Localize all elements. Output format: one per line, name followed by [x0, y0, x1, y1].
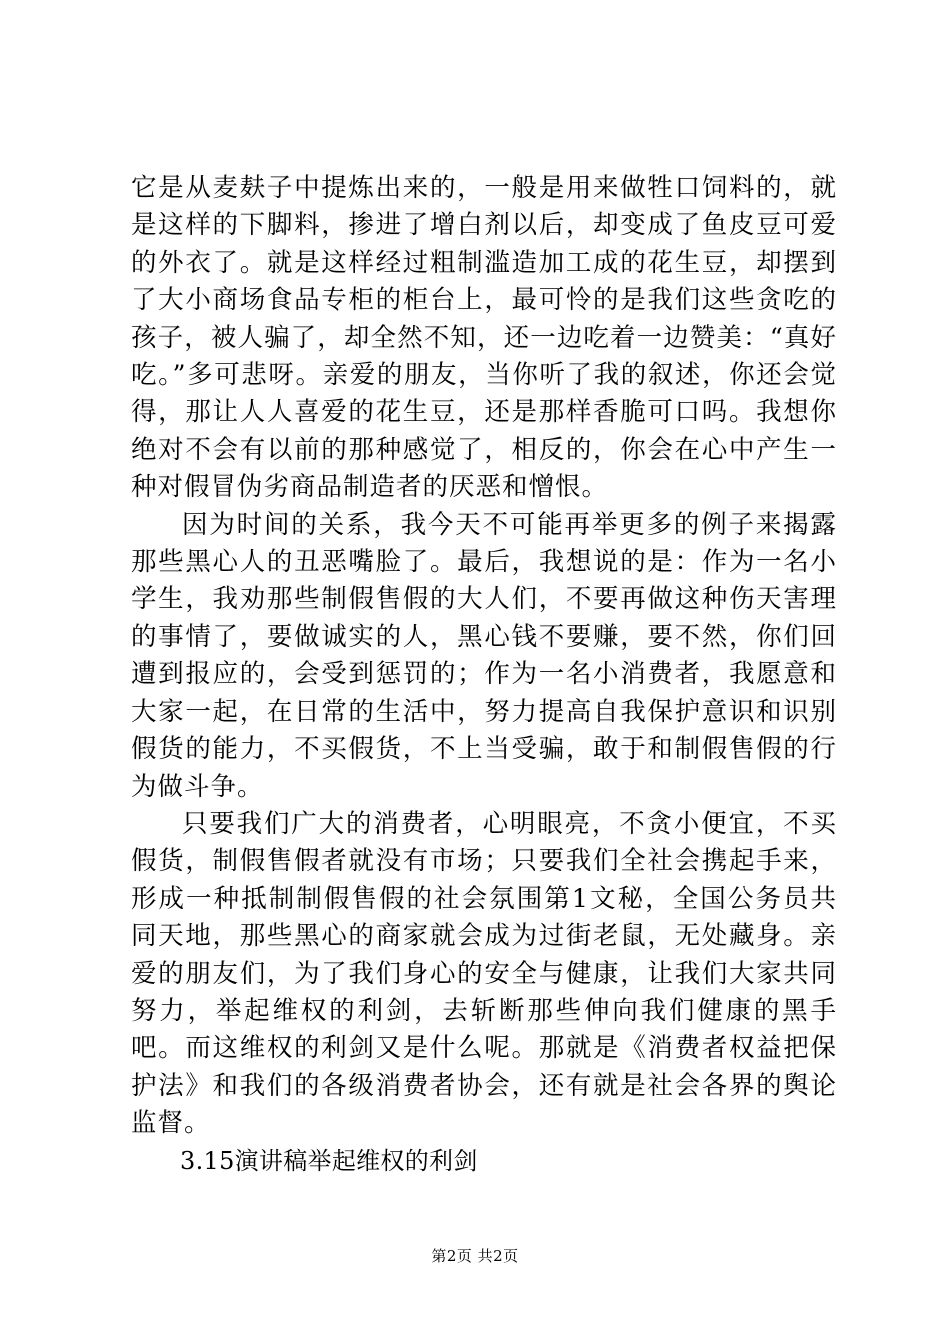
- paragraph-2: 因为时间的关系，我今天不可能再举更多的例子来揭露那些黑心人的丑恶嘴脸了。最后，我想说的是：作为一名小学生，我劝那些制假售假的大人们，不要再做这种伤天害理的事情了，要做诚实的人，黑心钱不要赚，要不然，你们回遭到报应的，会受到惩罚的；作为一名小消费者，我愿意和大家一起，在日常的生活中，努力提高自我保护意识和识别假货的能力，不买假货，不上当受骗，敢于和制假售假的行为做斗争。: [131, 509, 837, 802]
- document-body: [131, 170, 837, 1180]
- page-footer: 第2页 共2页: [431, 1247, 519, 1265]
- closing-title: 3.15演讲稿举起维权的利剑: [180, 1146, 478, 1175]
- paragraph-1: 它是从麦麸子中提炼出来的，一般是用来做牲口饲料的，就是这样的下脚料，掺进了增白剂以后，却变成了鱼皮豆可爱的外衣了。就是这样经过粗制滥造加工成的花生豆，却摆到了大小商场食品专柜的柜台上，最可怜的是我们这些贪吃的孩子，被人骗了，却全然不知，还一边吃着一边赞美：“真好吃。”多可悲呀。亲爱的朋友，当你听了我的叙述，你还会觉得，那让人人喜爱的花生豆，还是那样香脆可口吗。我想你绝对不会有以前的那种感觉了，相反的，你会在心中产生一种对假冒伪劣商品制造者的厌恶和憎恨。: [131, 173, 837, 503]
- paragraph-3: 只要我们广大的消费者，心明眼亮，不贪小便宜，不买假货，制假售假者就没有市场；只要我们全社会携起手来，形成一种抵制制假售假的社会氛围第1文秘，全国公务员共同天地，那些黑心的商家就会成为过街老鼠，无处藏身。亲爱的朋友们，为了我们身心的安全与健康，让我们大家共同努力，举起维权的利剑，去斩断那些伸向我们健康的黑手吧。而这维权的利剑又是什么呢。那就是《消费者权益把保护法》和我们的各级消费者协会，还有就是社会各界的舆论监督。: [131, 808, 837, 1139]
